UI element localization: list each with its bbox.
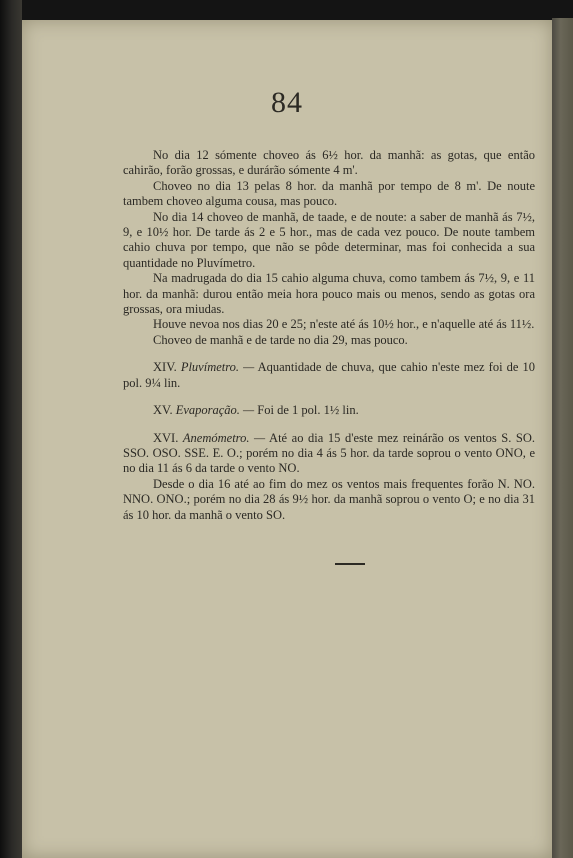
paragraph-rain-day-29	[123, 333, 535, 348]
section-label: Evaporação. —	[175, 403, 255, 418]
section-xvi-anemometer	[123, 431, 535, 477]
section-number: XIV.	[153, 360, 177, 375]
paragraph-rain-day-13	[123, 179, 535, 210]
page-number: 84	[271, 86, 303, 119]
paragraph-fog	[123, 317, 535, 332]
paragraph-text: No dia 12 sómente choveo ás 6½ hor. da manhã: as gotas, que então cahirão, forão grossas, e durárão sómente 4 m'.	[123, 148, 535, 178]
paragraph-text: Choveo de manhã e de tarde no dia 29, mas pouco.	[153, 332, 408, 347]
body-text	[123, 148, 535, 523]
section-text: Até ao dia 15 d'este mez reinárão os ventos S. SO. SSO. OSO. SSE. E. O.; porém no dia 4 ás 5 hor. da tarde soprou o vento ONO, e no dia 11 ás 6 da tarde o vento NO.	[123, 430, 536, 476]
closing-rule	[335, 563, 365, 565]
section-number: XV.	[153, 403, 173, 418]
paragraph-text: Na madrugada do dia 15 cahio alguma chuva, como tambem ás 7½, 9, e 11 hor. da manhã: durou então meia hora pouco mais ou menos, sendo as gotas ora grossas, ora miudas.	[123, 271, 535, 317]
section-xiv-pluvimeter	[123, 360, 535, 391]
paragraph-text: Choveo no dia 13 pelas 8 hor. da manhã por tempo de 8 m'. De noute tambem choveo alguma cousa, mas pouco.	[123, 178, 535, 209]
book-gutter	[0, 0, 22, 858]
paragraph-rain-day-14	[123, 210, 535, 272]
paragraph-text: Desde o dia 16 até ao fim do mez os ventos mais frequentes forão N. NO. NNO. ONO.; porém no dia 28 ás 9½ hor. da manhã soprou o vento O; e no dia 31 ás 10 hor. da manhã o vento SO.	[123, 476, 535, 522]
page-stack-edge	[552, 18, 573, 858]
section-text: Foi de 1 pol. 1½ lin.	[257, 403, 359, 418]
paragraph-rain-day-15	[123, 271, 535, 317]
section-text: Aquantidade de chuva, que cahio n'este mez foi de 10 pol. 9¼ lin.	[123, 360, 535, 390]
paragraph-rain-day-12	[123, 148, 535, 179]
paragraph-text: Houve nevoa nos dias 20 e 25; n'este até ás 10½ hor., e n'aquelle até ás 11½.	[153, 317, 535, 332]
section-label: Pluvímetro. —	[180, 360, 255, 375]
section-label: Anemómetro. —	[182, 430, 266, 445]
book-page	[22, 20, 552, 858]
paragraph-text: No dia 14 choveo de manhã, de taade, e de noute: a saber de manhã ás 7½, 9, e 10½ hor. De tarde ás 2 e 5 hor., mas de cada vez pouco. De noute tambem cahio chuva por tempo, que não se pôde determinar, mas foi conhecida a sua quantidade no Pluvímetro.	[123, 209, 535, 270]
paragraph-winds-day-16	[123, 477, 535, 523]
section-xv-evaporation	[123, 403, 535, 418]
section-number: XVI.	[153, 430, 179, 445]
